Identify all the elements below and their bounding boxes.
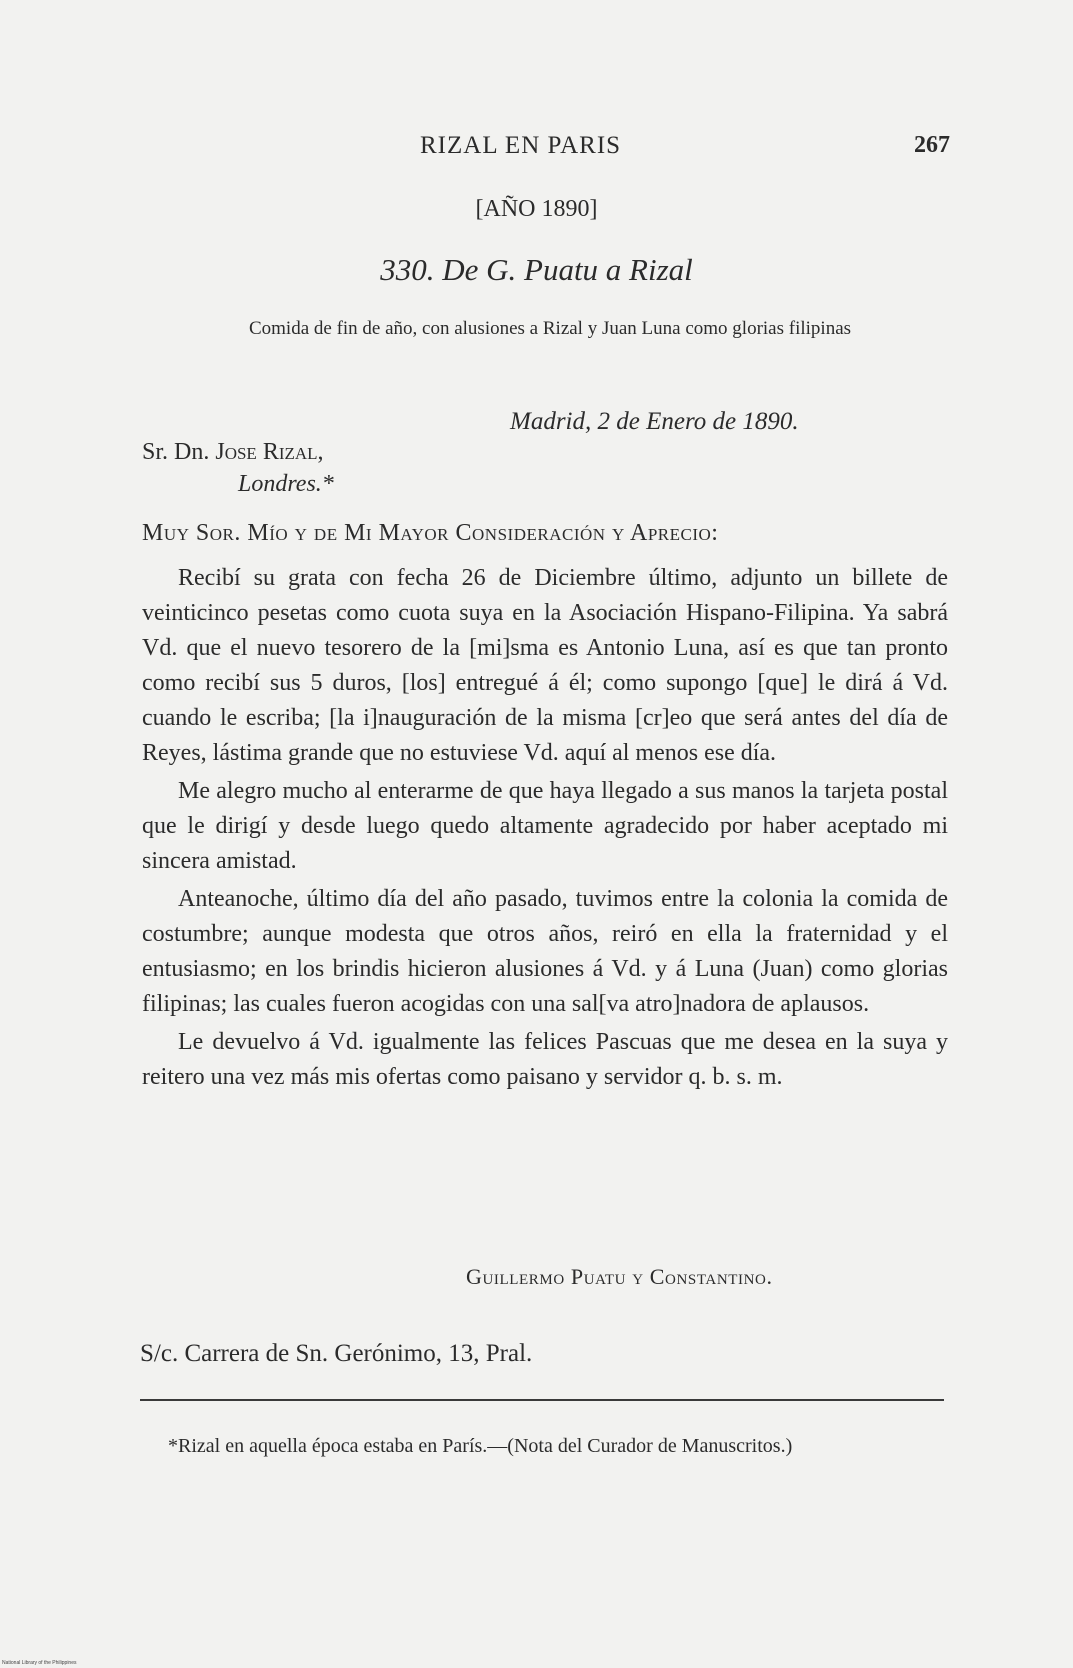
letter-salutation: Muy Sor. Mío y de Mi Mayor Consideración y Aprecio: bbox=[142, 520, 719, 546]
letter-body bbox=[142, 561, 948, 1098]
letter-paragraph: Recibí su grata con fecha 26 de Diciembre último, adjunto un billete de veinticinco pesetas como cuota suya en la Asociación Hispano-Filipina. Ya sabrá Vd. que el nuevo tesorero de la [mi]sma es Antonio Luna, así es que tan pronto como recibí sus 5 duros, [los] entregué á él; como supongo [que] le dirá á Vd. cuando le escriba; [la i]nauguración de la misma [cr]eo que será antes del día de Reyes, lástima grande que no estuviese Vd. aquí al menos ese día. bbox=[142, 565, 948, 766]
letter-place-date: Madrid, 2 de Enero de 1890. bbox=[510, 408, 799, 435]
letter-paragraph: Anteanoche, último día del año pasado, tuvimos entre la colonia la comida de costumbre; aunque modesta que otros años, reiró en ella la fraternidad y el entusiasmo; en los brindis hicieron alusiones á Vd. y á Luna (Juan) como glorias filipinas; las cuales fueron acogidas con una sal[va atro]nadora de aplausos. bbox=[142, 886, 948, 1017]
running-head bbox=[140, 132, 950, 168]
addressee-city: Londres.* bbox=[238, 471, 334, 497]
year-heading: [AÑO 1890] bbox=[475, 196, 598, 222]
footnote: *Rizal en aquella época estaba en París.—(Nota del Curador de Manuscritos.) bbox=[168, 1435, 793, 1457]
letter-paragraph: Me alegro mucho al enterarme de que haya llegado a sus manos la tarjeta postal que le dirigí y desde luego quedo altamente agradecido por haber aceptado mi sincera amistad. bbox=[142, 778, 948, 874]
document-title: 330. De G. Puatu a Rizal bbox=[380, 252, 693, 287]
addressee-prefix: Sr. Dn. bbox=[142, 439, 216, 465]
letter-signature: Guillermo Puatu y Constantino. bbox=[466, 1264, 773, 1289]
page-number: 267 bbox=[914, 132, 950, 158]
addressee-name: Jose Rizal, bbox=[215, 439, 324, 465]
letter-paragraph: Le devuelvo á Vd. igualmente las felices Pascuas que me desea en la suya y reitero una vez más mis ofertas como paisano y servidor q. b. s. m. bbox=[142, 1029, 948, 1090]
footnote-divider bbox=[140, 1399, 944, 1401]
scan-credit: National Library of the Philippines bbox=[2, 1660, 77, 1666]
running-title: RIZAL EN PARIS bbox=[420, 132, 622, 159]
document-summary: Comida de fin de año, con alusiones a Rizal y Juan Luna como glorias filipinas bbox=[248, 318, 852, 339]
letter-addressee bbox=[142, 436, 334, 500]
letter-address: S/c. Carrera de Sn. Gerónimo, 13, Pral. bbox=[140, 1340, 533, 1367]
